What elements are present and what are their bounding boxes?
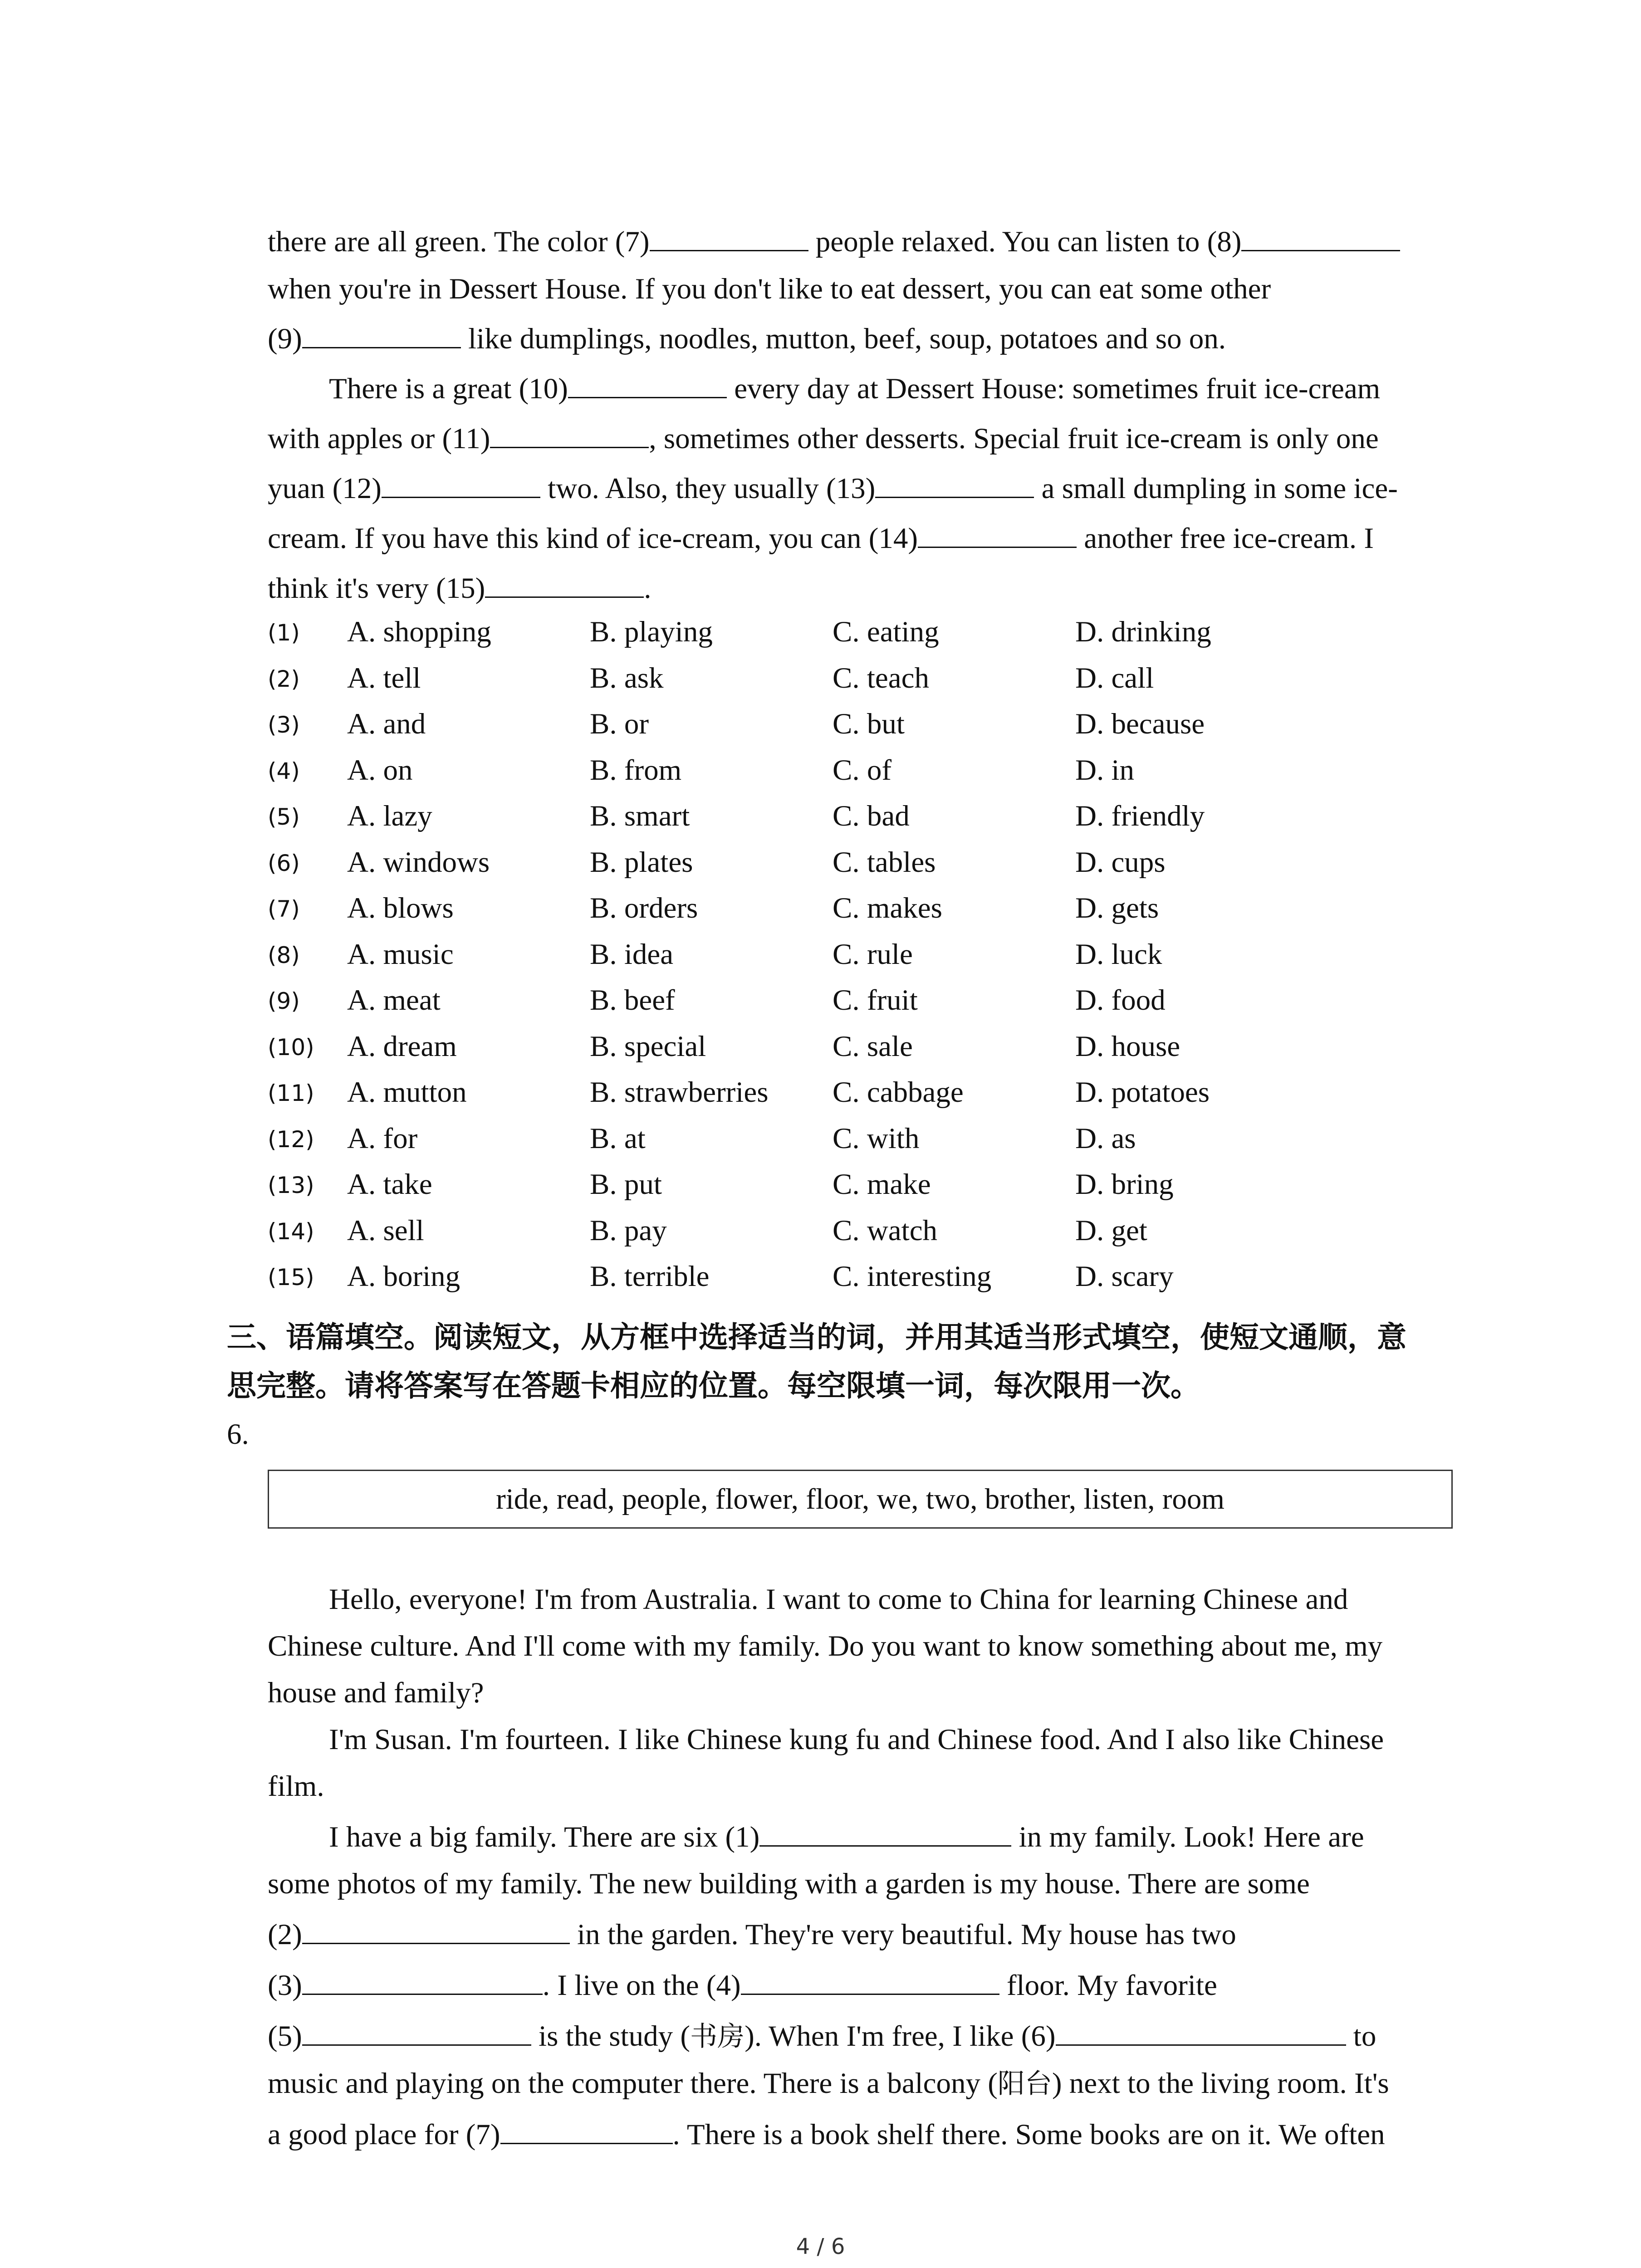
question-number: (10) [268, 1034, 314, 1061]
option-a[interactable]: A. blows [347, 892, 454, 924]
text: yuan (12) [268, 472, 382, 505]
passage-2-line [268, 1576, 1456, 1623]
question-number: (7) [268, 896, 300, 922]
blank-3[interactable] [302, 1962, 543, 1995]
question-number: (13) [268, 1172, 314, 1198]
passage-2-line [268, 1716, 1456, 1763]
option-row [268, 1075, 1493, 1122]
option-c[interactable]: C. interesting [833, 1260, 992, 1293]
option-a[interactable]: A. lazy [347, 800, 432, 832]
text: (9) [268, 323, 302, 355]
option-a[interactable]: A. mutton [347, 1076, 467, 1109]
options-list [268, 615, 1493, 1306]
text: another free ice-cream. I [1077, 522, 1374, 555]
blank-4[interactable] [741, 1962, 999, 1995]
option-row [268, 799, 1493, 846]
passage-2-line [268, 2060, 1456, 2107]
question-number: (6) [268, 850, 300, 876]
text: Chinese culture. And I'll come with my family. Do you want to know something about me, my [268, 1630, 1383, 1662]
text: every day at Dessert House: sometimes fruit ice-cream [726, 372, 1381, 405]
question-number: (8) [268, 942, 300, 968]
text: ). When I'm free, I like (6) [745, 2020, 1056, 2053]
text: . There is a book shelf there. Some books are on it. We often [672, 2118, 1385, 2151]
passage-2-line [268, 2111, 1456, 2158]
option-row [268, 891, 1493, 938]
passage-2-line [268, 1813, 1456, 1861]
option-d[interactable]: D. because [1075, 708, 1205, 740]
option-d[interactable]: D. as [1075, 1122, 1136, 1155]
option-d[interactable]: D. drinking [1075, 616, 1211, 648]
text: in my family. Look! Here are [1011, 1821, 1364, 1853]
passage-1-line [268, 513, 1443, 563]
option-row [268, 661, 1493, 708]
text: film. [268, 1770, 324, 1803]
question-number: (3) [268, 712, 300, 738]
question-number: (1) [268, 620, 300, 646]
question-number: (14) [268, 1218, 314, 1245]
text: cream. If you have this kind of ice-cream, you can (14) [268, 522, 918, 555]
blank-6[interactable] [1056, 2013, 1346, 2046]
section-3-heading [227, 1313, 1452, 1410]
question-number: (11) [268, 1080, 314, 1106]
passage-1-line [268, 414, 1443, 464]
option-b[interactable]: B. smart [590, 800, 690, 832]
text: a small dumpling in some ice- [1034, 472, 1398, 505]
option-d[interactable]: D. luck [1075, 938, 1162, 971]
text: floor. My favorite [999, 1969, 1217, 2002]
passage-2-line [268, 1763, 1456, 1810]
passage-1-line [268, 464, 1443, 513]
section-3-heading-line: 三、语篇填空。阅读短文，从方框中选择适当的词，并用其适当形式填空，使短文通顺，意 [227, 1320, 1407, 1354]
option-c[interactable]: C. teach [833, 661, 929, 694]
option-d[interactable]: D. in [1075, 753, 1134, 787]
option-a[interactable]: A. take [347, 1168, 432, 1201]
passage-1-line [268, 314, 1443, 364]
option-d[interactable]: D. bring [1075, 1168, 1174, 1201]
passage-2-line [268, 1670, 1456, 1716]
blank-14[interactable] [918, 515, 1077, 548]
text: (3) [268, 1969, 302, 2002]
option-b[interactable]: B. at [590, 1122, 646, 1155]
blank-8[interactable] [1241, 218, 1400, 251]
text: think it's very (15) [268, 572, 485, 605]
passage-2 [268, 1576, 1456, 2158]
option-b[interactable]: B. beef [590, 984, 675, 1017]
text: in the garden. They're very beautiful. My house has two [569, 1918, 1236, 1951]
option-a[interactable]: A. for [347, 1122, 418, 1155]
option-c[interactable]: C. eating [833, 616, 939, 648]
text: to [1346, 2020, 1376, 2053]
blank-11[interactable] [490, 415, 649, 448]
option-b[interactable]: B. from [590, 753, 682, 787]
option-d[interactable]: D. friendly [1075, 800, 1205, 832]
option-b[interactable]: B. put [590, 1168, 662, 1201]
option-c[interactable]: C. of [833, 753, 892, 787]
question-number: (5) [268, 804, 300, 830]
option-a[interactable]: A. music [347, 938, 454, 971]
option-d[interactable]: D. house [1075, 1030, 1181, 1063]
text: I'm Susan. I'm fourteen. I like Chinese kung fu and Chinese food. And I also like Chinese [329, 1723, 1384, 1756]
option-a[interactable]: A. tell [347, 661, 421, 694]
text: a good place for (7) [268, 2118, 500, 2151]
option-row [268, 615, 1493, 661]
option-row [268, 1168, 1493, 1214]
option-row [268, 846, 1493, 892]
option-c[interactable]: C. fruit [833, 984, 918, 1017]
passage-1-line [268, 264, 1443, 314]
option-d[interactable]: D. call [1075, 661, 1154, 694]
blank-1[interactable] [759, 1813, 1011, 1847]
option-d[interactable]: D. food [1075, 984, 1166, 1017]
option-b[interactable]: B. plates [590, 846, 693, 879]
passage-2-line [268, 1623, 1456, 1670]
option-a[interactable]: A. and [347, 708, 426, 740]
blank-15[interactable] [485, 565, 644, 598]
section-3-heading-line: 思完整。请将答案写在答题卡相应的位置。每空限填一词，每次限用一次。 [227, 1369, 1200, 1403]
blank-5[interactable] [302, 2013, 531, 2046]
option-c[interactable]: C. bad [833, 800, 910, 832]
text: , sometimes other desserts. Special fruit ice-cream is only one [649, 422, 1379, 455]
option-d[interactable]: D. potatoes [1075, 1076, 1210, 1109]
option-c[interactable]: C. with [833, 1122, 920, 1155]
option-c[interactable]: C. tables [833, 846, 936, 879]
text: is the study ( [531, 2020, 691, 2053]
option-b[interactable]: B. strawberries [590, 1076, 769, 1109]
option-c[interactable]: C. make [833, 1168, 931, 1201]
text: there are all green. The color (7) [268, 225, 650, 258]
blank-9[interactable] [302, 315, 461, 348]
blank-10[interactable] [568, 365, 727, 398]
passage-2-line [268, 2013, 1456, 2060]
passage-2-line [268, 1861, 1456, 1907]
option-c[interactable]: C. makes [833, 892, 942, 924]
option-row [268, 1030, 1493, 1076]
option-b[interactable]: B. or [590, 708, 649, 740]
option-c[interactable]: C. rule [833, 938, 913, 971]
passage-2-line [268, 1911, 1456, 1958]
text: people relaxed. You can listen to (8) [808, 225, 1242, 258]
passage-1-line [268, 364, 1443, 414]
option-c[interactable]: C. watch [833, 1214, 938, 1247]
text: two. Also, they usually (13) [540, 472, 876, 505]
option-b[interactable]: B. orders [590, 892, 698, 924]
blank-2[interactable] [302, 1911, 570, 1944]
option-row [268, 1122, 1493, 1168]
option-a[interactable]: A. on [347, 753, 413, 787]
chinese-gloss: 阳台 [997, 2068, 1052, 2100]
text: like dumplings, noodles, mutton, beef, soup, potatoes and so on. [460, 323, 1226, 355]
question-number: (15) [268, 1264, 314, 1290]
text: Hello, everyone! I'm from Australia. I want to come to China for learning Chinese and [329, 1583, 1348, 1616]
option-b[interactable]: B. playing [590, 616, 713, 648]
option-c[interactable]: C. cabbage [833, 1076, 964, 1109]
question-6-number: 6. [227, 1418, 249, 1451]
text: house and family? [268, 1677, 484, 1709]
question-number: (9) [268, 988, 300, 1014]
text: (5) [268, 2020, 302, 2053]
option-d[interactable]: D. cups [1075, 846, 1166, 879]
passage-2-line [268, 1962, 1456, 2009]
option-d[interactable]: D. gets [1075, 892, 1159, 924]
text: when you're in Dessert House. If you don't like to eat dessert, you can eat some other [268, 273, 1271, 305]
option-row [268, 753, 1493, 800]
option-b[interactable]: B. idea [590, 938, 674, 971]
option-a[interactable]: A. sell [347, 1214, 424, 1247]
option-row [268, 707, 1493, 753]
passage-1-line [268, 217, 1443, 267]
word-box: ride, read, people, flower, floor, we, two, brother, listen, room [268, 1470, 1453, 1529]
blank-7[interactable] [650, 218, 808, 251]
option-a[interactable]: A. dream [347, 1030, 457, 1063]
option-a[interactable]: A. meat [347, 984, 441, 1017]
question-number: (12) [268, 1126, 314, 1153]
option-d[interactable]: D. scary [1075, 1260, 1174, 1293]
option-b[interactable]: B. ask [590, 661, 664, 694]
text: with apples or (11) [268, 422, 490, 455]
text: ) next to the living room. It's [1052, 2067, 1389, 2100]
blank-13[interactable] [875, 465, 1034, 498]
text: I have a big family. There are six (1) [329, 1821, 760, 1853]
text: . [644, 572, 652, 605]
text: . I live on the (4) [542, 1969, 741, 2002]
passage-1-line [268, 563, 1443, 613]
chinese-gloss: 书房 [690, 2021, 745, 2053]
option-b[interactable]: B. pay [590, 1214, 667, 1247]
blank-12[interactable] [382, 465, 540, 498]
option-a[interactable]: A. windows [347, 846, 490, 879]
text: music and playing on the computer there. There is a balcony ( [268, 2067, 998, 2100]
option-row [268, 983, 1493, 1030]
passage-1 [268, 217, 1443, 613]
option-row [268, 1214, 1493, 1260]
option-b[interactable]: B. special [590, 1030, 706, 1063]
question-number: (4) [268, 758, 300, 784]
option-a[interactable]: A. shopping [347, 616, 491, 648]
text: There is a great (10) [329, 372, 568, 405]
option-b[interactable]: B. terrible [590, 1260, 710, 1293]
page-number: 4 / 6 [796, 2234, 845, 2259]
text: (2) [268, 1918, 302, 1951]
option-row [268, 1260, 1493, 1306]
blank-7[interactable] [500, 2111, 673, 2144]
option-c[interactable]: C. but [833, 708, 905, 740]
option-c[interactable]: C. sale [833, 1030, 913, 1063]
option-a[interactable]: A. boring [347, 1260, 460, 1293]
option-row [268, 938, 1493, 984]
option-d[interactable]: D. get [1075, 1214, 1147, 1247]
question-number: (2) [268, 665, 300, 692]
text: some photos of my family. The new building with a garden is my house. There are some [268, 1867, 1310, 1900]
